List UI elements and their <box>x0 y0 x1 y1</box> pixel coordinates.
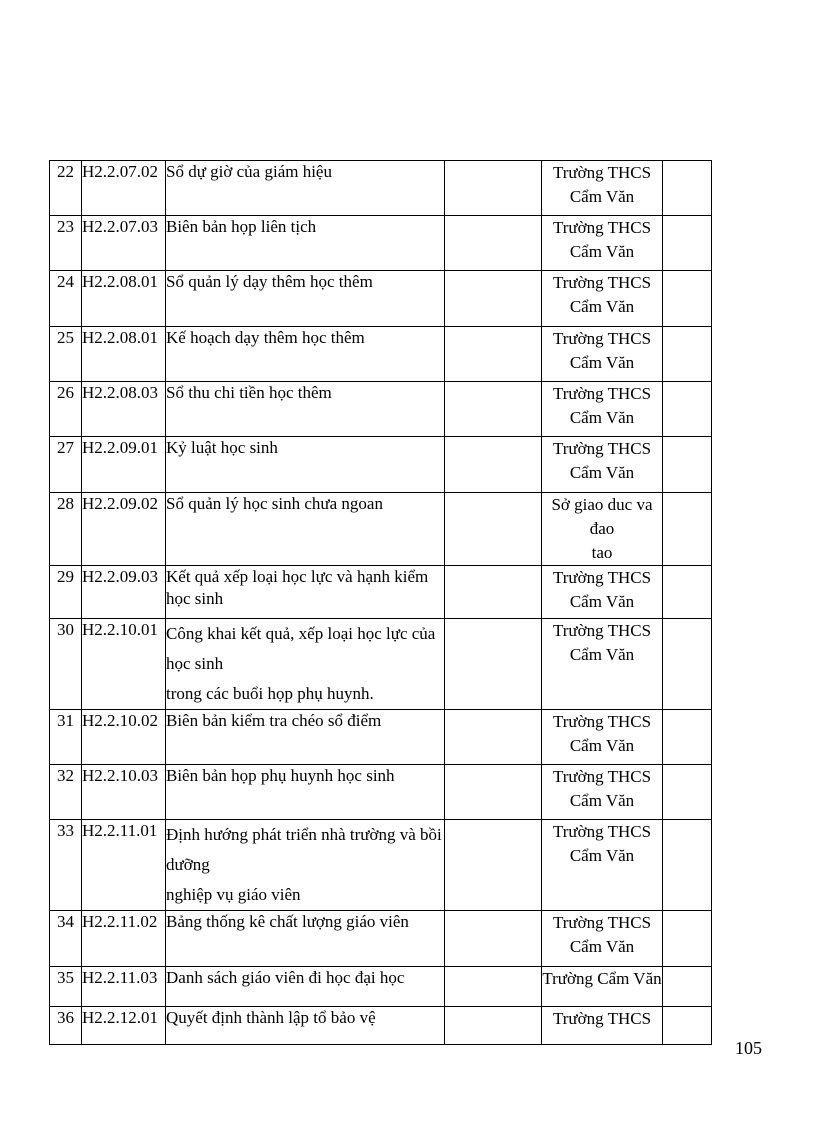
notes-cell <box>663 967 712 1007</box>
evidence-title-line: Sổ quản lý dạy thêm học thêm <box>166 272 373 291</box>
table-row <box>50 216 712 271</box>
evidence-code: H2.2.09.03 <box>82 566 166 619</box>
empty-cell <box>445 161 542 216</box>
empty-cell <box>445 327 542 382</box>
evidence-title-line: nghiệp vụ giáo viên <box>166 885 301 904</box>
issuing-unit-line: Cẩm Văn <box>569 242 635 261</box>
evidence-title-line: Sổ dự giờ của giám hiệu <box>166 162 332 181</box>
table-row <box>50 765 712 820</box>
issuing-unit <box>542 911 663 967</box>
empty-cell <box>445 437 542 493</box>
issuing-unit-line: Trường THCS <box>552 568 652 587</box>
notes-cell <box>663 327 712 382</box>
notes-cell <box>663 765 712 820</box>
empty-cell <box>445 382 542 437</box>
evidence-code: H2.2.11.02 <box>82 911 166 967</box>
evidence-title <box>166 216 445 271</box>
issuing-unit-line: Trường THCS <box>552 273 652 292</box>
empty-cell <box>445 566 542 619</box>
evidence-title-line: Danh sách giáo viên đi học đại học <box>166 968 405 987</box>
evidence-code: H2.2.11.03 <box>82 967 166 1007</box>
table-row <box>50 382 712 437</box>
evidence-title-line: Công khai kết quả, xếp loại học lực của học sinh <box>166 624 436 673</box>
issuing-unit <box>542 216 663 271</box>
issuing-unit <box>542 437 663 493</box>
issuing-unit-line: Cẩm Văn <box>569 463 635 482</box>
row-number: 23 <box>50 216 82 271</box>
evidence-title-line: Biên bản kiểm tra chéo sổ điểm <box>166 711 382 730</box>
evidence-title-line: Biên bản họp phụ huynh học sinh <box>166 766 395 785</box>
notes-cell <box>663 820 712 911</box>
issuing-unit-line: Cẩm Văn <box>569 736 635 755</box>
issuing-unit-line: Trường THCS <box>552 767 652 786</box>
issuing-unit-line: Cẩm Văn <box>569 791 635 810</box>
evidence-code: H2.2.07.03 <box>82 216 166 271</box>
notes-cell <box>663 271 712 327</box>
row-number: 25 <box>50 327 82 382</box>
issuing-unit <box>542 619 663 710</box>
evidence-title <box>166 161 445 216</box>
notes-cell <box>663 710 712 765</box>
evidence-title <box>166 967 445 1007</box>
notes-cell <box>663 911 712 967</box>
evidence-title <box>166 493 445 566</box>
empty-cell <box>445 493 542 566</box>
issuing-unit <box>542 566 663 619</box>
issuing-unit-line: Sở giao duc va đao <box>551 495 653 538</box>
evidence-code: H2.2.08.01 <box>82 327 166 382</box>
table-body <box>50 161 712 1045</box>
notes-cell <box>663 493 712 566</box>
row-number: 28 <box>50 493 82 566</box>
row-number: 29 <box>50 566 82 619</box>
evidence-title-line: Bảng thống kê chất lượng giáo viên <box>166 912 409 931</box>
empty-cell <box>445 619 542 710</box>
table-row <box>50 710 712 765</box>
evidence-title <box>166 437 445 493</box>
evidence-title <box>166 765 445 820</box>
issuing-unit <box>542 271 663 327</box>
evidence-title <box>166 327 445 382</box>
evidence-code: H2.2.11.01 <box>82 820 166 911</box>
issuing-unit-line: Trường THCS <box>552 439 652 458</box>
empty-cell <box>445 967 542 1007</box>
table-row <box>50 327 712 382</box>
table-row <box>50 911 712 967</box>
issuing-unit-line: Trường THCS <box>552 384 652 403</box>
empty-cell <box>445 911 542 967</box>
page-number: 105 <box>735 1038 762 1058</box>
empty-cell <box>445 820 542 911</box>
evidence-title <box>166 911 445 967</box>
evidence-code: H2.2.12.01 <box>82 1007 166 1045</box>
empty-cell <box>445 710 542 765</box>
row-number: 36 <box>50 1007 82 1045</box>
row-number: 31 <box>50 710 82 765</box>
evidence-code: H2.2.07.02 <box>82 161 166 216</box>
row-number: 26 <box>50 382 82 437</box>
evidence-code: H2.2.09.01 <box>82 437 166 493</box>
issuing-unit <box>542 327 663 382</box>
evidence-title-line: Sổ thu chi tiền học thêm <box>166 383 332 402</box>
evidence-code: H2.2.10.03 <box>82 765 166 820</box>
evidence-code: H2.2.10.02 <box>82 710 166 765</box>
notes-cell <box>663 216 712 271</box>
issuing-unit-line: Trường THCS <box>552 163 652 182</box>
issuing-unit-line: Cẩm Văn <box>569 297 635 316</box>
issuing-unit-line: Cẩm Văn <box>569 846 635 865</box>
notes-cell <box>663 1007 712 1045</box>
evidence-title-line: Sổ quản lý học sinh chưa ngoan <box>166 494 383 513</box>
evidence-table <box>49 160 712 1045</box>
issuing-unit-line: Trường THCS <box>552 218 652 237</box>
issuing-unit-line: Cẩm Văn <box>569 937 635 956</box>
issuing-unit-line: Cẩm Văn <box>569 645 635 664</box>
table-row <box>50 437 712 493</box>
table-row <box>50 967 712 1007</box>
table-row <box>50 566 712 619</box>
evidence-title <box>166 710 445 765</box>
issuing-unit-line: Trường THCS <box>552 621 652 640</box>
evidence-title <box>166 271 445 327</box>
evidence-title-line: trong các buổi họp phụ huynh. <box>166 684 374 703</box>
issuing-unit-line: Cẩm Văn <box>569 187 635 206</box>
notes-cell <box>663 566 712 619</box>
evidence-title-line: Quyết định thành lập tổ bảo vệ <box>166 1008 376 1027</box>
issuing-unit-line: Trường THCS <box>552 1009 652 1028</box>
issuing-unit <box>542 1007 663 1045</box>
row-number: 27 <box>50 437 82 493</box>
issuing-unit <box>542 765 663 820</box>
evidence-title-line: Biên bản họp liên tịch <box>166 217 317 236</box>
notes-cell <box>663 619 712 710</box>
issuing-unit-line: tao <box>591 543 613 562</box>
row-number: 35 <box>50 967 82 1007</box>
evidence-title-line: Định hướng phát triển nhà trường và bồi dưỡng <box>166 825 442 874</box>
row-number: 24 <box>50 271 82 327</box>
issuing-unit <box>542 382 663 437</box>
evidence-title <box>166 1007 445 1045</box>
issuing-unit-line: Trường THCS <box>552 913 652 932</box>
issuing-unit-line: Trường THCS <box>552 329 652 348</box>
empty-cell <box>445 1007 542 1045</box>
row-number: 22 <box>50 161 82 216</box>
evidence-title <box>166 820 445 911</box>
issuing-unit-line: Trường THCS <box>552 822 652 841</box>
issuing-unit <box>542 161 663 216</box>
issuing-unit <box>542 820 663 911</box>
table-row <box>50 493 712 566</box>
evidence-title <box>166 382 445 437</box>
issuing-unit-line: Trường Cẩm Văn <box>542 969 662 988</box>
empty-cell <box>445 765 542 820</box>
evidence-title-line: Kết quả xếp loại học lực và hạnh kiểm học sinh <box>166 567 429 608</box>
evidence-code: H2.2.08.01 <box>82 271 166 327</box>
row-number: 34 <box>50 911 82 967</box>
empty-cell <box>445 216 542 271</box>
notes-cell <box>663 161 712 216</box>
evidence-title <box>166 619 445 710</box>
evidence-title-line: Kế hoạch dạy thêm học thêm <box>166 328 365 347</box>
issuing-unit <box>542 967 663 1007</box>
table-row <box>50 161 712 216</box>
evidence-code: H2.2.08.03 <box>82 382 166 437</box>
issuing-unit <box>542 710 663 765</box>
issuing-unit-line: Cẩm Văn <box>569 353 635 372</box>
row-number: 33 <box>50 820 82 911</box>
evidence-code: H2.2.10.01 <box>82 619 166 710</box>
row-number: 30 <box>50 619 82 710</box>
table-row <box>50 1007 712 1045</box>
notes-cell <box>663 382 712 437</box>
row-number: 32 <box>50 765 82 820</box>
issuing-unit <box>542 493 663 566</box>
notes-cell <box>663 437 712 493</box>
table-row <box>50 271 712 327</box>
issuing-unit-line: Cẩm Văn <box>569 408 635 427</box>
issuing-unit-line: Cẩm Văn <box>569 592 635 611</box>
empty-cell <box>445 271 542 327</box>
issuing-unit-line: Trường THCS <box>552 712 652 731</box>
table-row <box>50 619 712 710</box>
evidence-title-line: Kỷ luật học sinh <box>166 438 278 457</box>
table-row <box>50 820 712 911</box>
evidence-code: H2.2.09.02 <box>82 493 166 566</box>
evidence-title <box>166 566 445 619</box>
